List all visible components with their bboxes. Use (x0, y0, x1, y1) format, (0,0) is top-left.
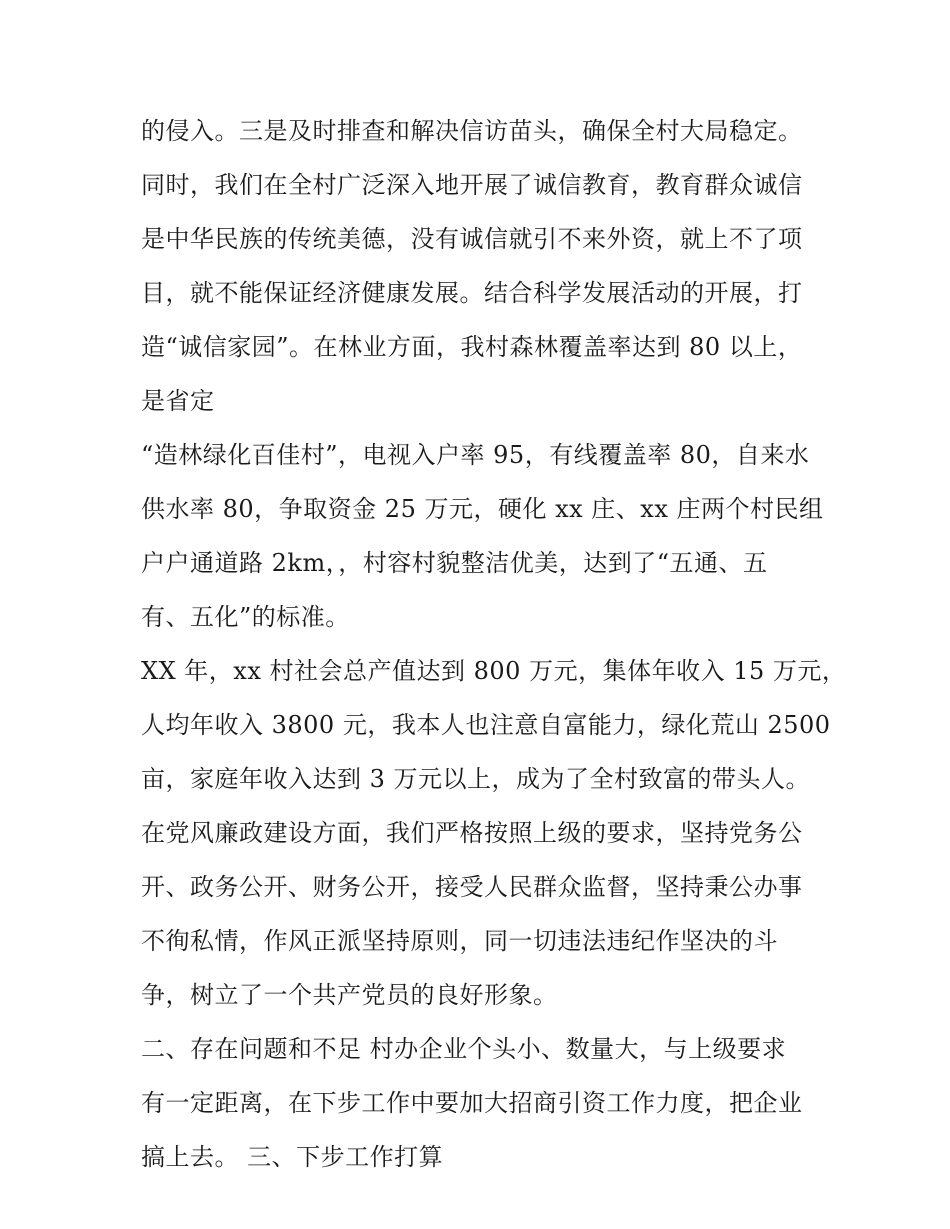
text-line: 亩，家庭年收入达到 3 万元以上，成为了全村致富的带头人。 (141, 765, 811, 793)
text-line: XX 年，xx 村社会总产值达到 800 万元，集体年收入 15 万元， (141, 657, 847, 685)
text-line: 有、五化”的标准。 (141, 603, 350, 631)
text-line: 不徇私情，作风正派坚持原则，同一切违法违纪作坚决的斗 (141, 927, 778, 955)
text-line: 户户通道路 2km，，村容村貌整洁优美，达到了“五通、五 (141, 549, 768, 577)
text-line: 人均年收入 3800 元，我本人也注意自富能力，绿化荒山 2500 (141, 711, 831, 739)
text-line: 供水率 80，争取资金 25 万元，硬化 xx 庄、xx 庄两个村民组 (141, 495, 824, 523)
text-line: 争，树立了一个共产党员的良好形象。 (141, 981, 558, 1009)
text-line: “造林绿化百佳村”，电视入户率 95，有线覆盖率 80，自来水 (141, 441, 810, 469)
text-line: 是中华民族的传统美德，没有诚信就引不来外资，就上不了项 (141, 225, 803, 253)
text-line: 二、存在问题和不足 村办企业个头小、数量大，与上级要求 (141, 1035, 787, 1063)
text-line: 是省定 (141, 387, 215, 415)
text-line: 开、政务公开、财务公开，接受人民群众监督，坚持秉公办事 (141, 873, 803, 901)
text-line: 搞上去。 三、下步工作打算 (141, 1143, 444, 1171)
text-line: 同时，我们在全村广泛深入地开展了诚信教育，教育群众诚信 (141, 171, 803, 199)
text-line: 在党风廉政建设方面，我们严格按照上级的要求，坚持党务公 (141, 819, 803, 847)
text-line: 的侵入。三是及时排查和解决信访苗头，确保全村大局稳定。 (141, 117, 803, 145)
text-line: 造“诚信家园”。在林业方面，我村森林覆盖率达到 80 以上， (141, 333, 803, 361)
document-body (141, 104, 847, 1184)
text-line: 有一定距离，在下步工作中要加大招商引资工作力度，把企业 (141, 1089, 803, 1117)
text-line: 目，就不能保证经济健康发展。结合科学发展活动的开展，打 (141, 279, 803, 307)
